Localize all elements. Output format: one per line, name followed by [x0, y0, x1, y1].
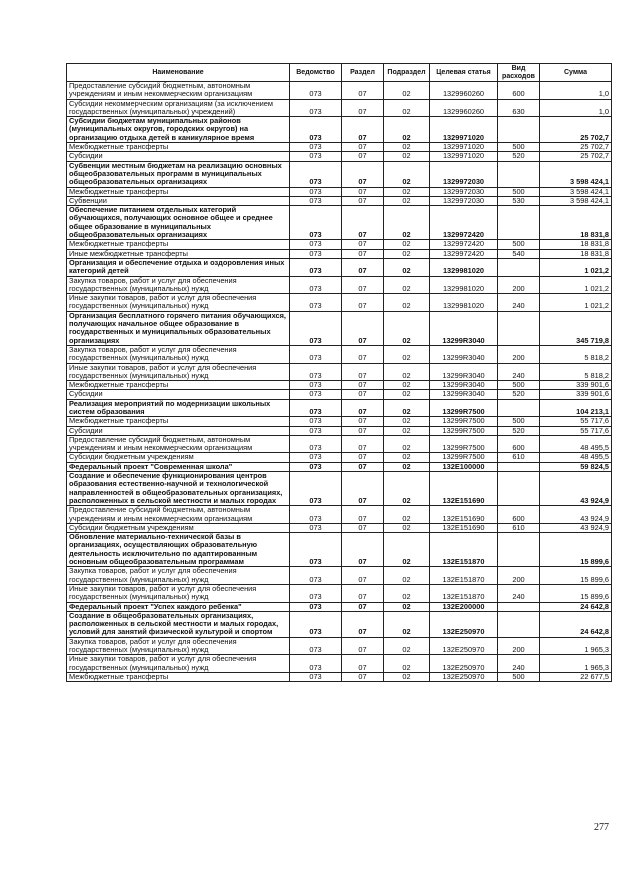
- cell-section: 07: [342, 655, 384, 673]
- cell-name: Субсидии бюджетным учреждениям: [67, 453, 290, 462]
- cell-section: 07: [342, 311, 384, 345]
- cell-section: 07: [342, 99, 384, 117]
- cell-target-article: 1329972420: [430, 240, 498, 249]
- cell-department: 073: [290, 435, 342, 453]
- cell-name: Субсидии: [67, 390, 290, 399]
- cell-amount: 59 824,5: [540, 462, 612, 471]
- cell-section: 07: [342, 602, 384, 611]
- cell-name: Иные закупки товаров, работ и услуг для обеспечения государственных (муниципальных) нужд: [67, 294, 290, 312]
- cell-department: 073: [290, 462, 342, 471]
- table-row: [67, 453, 612, 462]
- cell-expense-type: 200: [498, 567, 540, 585]
- cell-department: 073: [290, 249, 342, 258]
- cell-target-article: 132E100000: [430, 462, 498, 471]
- cell-amount: 1 965,3: [540, 637, 612, 655]
- cell-subsection: 02: [384, 390, 430, 399]
- cell-target-article: 1329971020: [430, 117, 498, 143]
- cell-section: 07: [342, 117, 384, 143]
- table-row: [67, 399, 612, 417]
- cell-amount: 18 831,8: [540, 240, 612, 249]
- cell-amount: 22 677,5: [540, 672, 612, 681]
- table-row: [67, 152, 612, 161]
- cell-target-article: 13299R3040: [430, 363, 498, 381]
- cell-amount: 1 021,2: [540, 276, 612, 294]
- cell-amount: 345 719,8: [540, 311, 612, 345]
- cell-subsection: 02: [384, 453, 430, 462]
- cell-department: 073: [290, 417, 342, 426]
- cell-name: Субсидии бюджетным учреждениям: [67, 523, 290, 532]
- cell-target-article: 132E151870: [430, 533, 498, 567]
- cell-name: Предоставление субсидий бюджетным, автономным учреждениям и иным некоммерческим организациям: [67, 506, 290, 524]
- cell-subsection: 02: [384, 567, 430, 585]
- cell-section: 07: [342, 240, 384, 249]
- cell-target-article: 1329981020: [430, 276, 498, 294]
- cell-name: Субсидии: [67, 426, 290, 435]
- cell-amount: 24 642,8: [540, 611, 612, 637]
- cell-subsection: 02: [384, 258, 430, 276]
- cell-department: 073: [290, 161, 342, 187]
- cell-target-article: 132E151870: [430, 584, 498, 602]
- cell-subsection: 02: [384, 345, 430, 363]
- cell-department: 073: [290, 196, 342, 205]
- table-row: [67, 567, 612, 585]
- cell-department: 073: [290, 637, 342, 655]
- table-row: [67, 240, 612, 249]
- cell-subsection: 02: [384, 523, 430, 532]
- cell-subsection: 02: [384, 196, 430, 205]
- cell-subsection: 02: [384, 399, 430, 417]
- cell-name: Иные закупки товаров, работ и услуг для обеспечения государственных (муниципальных) нужд: [67, 584, 290, 602]
- cell-expense-type: [498, 117, 540, 143]
- cell-name: Межбюджетные трансферты: [67, 672, 290, 681]
- header-expense-type: Вид расходов: [498, 64, 540, 82]
- cell-subsection: 02: [384, 602, 430, 611]
- cell-expense-type: [498, 472, 540, 506]
- cell-expense-type: [498, 611, 540, 637]
- cell-department: 073: [290, 584, 342, 602]
- cell-section: 07: [342, 206, 384, 240]
- cell-department: 073: [290, 472, 342, 506]
- cell-subsection: 02: [384, 381, 430, 390]
- cell-section: 07: [342, 417, 384, 426]
- cell-section: 07: [342, 399, 384, 417]
- cell-subsection: 02: [384, 435, 430, 453]
- cell-department: 073: [290, 240, 342, 249]
- table-row: [67, 363, 612, 381]
- cell-amount: 1 021,2: [540, 294, 612, 312]
- cell-section: 07: [342, 381, 384, 390]
- cell-amount: 25 702,7: [540, 143, 612, 152]
- cell-department: 073: [290, 276, 342, 294]
- cell-department: 073: [290, 152, 342, 161]
- cell-section: 07: [342, 294, 384, 312]
- cell-name: Закупка товаров, работ и услуг для обеспечения государственных (муниципальных) нужд: [67, 567, 290, 585]
- cell-department: 073: [290, 672, 342, 681]
- header-subsection: Подраздел: [384, 64, 430, 82]
- cell-amount: 55 717,6: [540, 426, 612, 435]
- cell-target-article: 132E151690: [430, 506, 498, 524]
- table-row: [67, 602, 612, 611]
- cell-subsection: 02: [384, 363, 430, 381]
- cell-expense-type: 540: [498, 249, 540, 258]
- cell-amount: 55 717,6: [540, 417, 612, 426]
- cell-subsection: 02: [384, 152, 430, 161]
- cell-expense-type: [498, 161, 540, 187]
- cell-section: 07: [342, 249, 384, 258]
- cell-name: Предоставление субсидий бюджетным, автономным учреждениям и иным некоммерческим организациям: [67, 82, 290, 100]
- cell-amount: 1 965,3: [540, 655, 612, 673]
- cell-department: 073: [290, 258, 342, 276]
- cell-department: 073: [290, 611, 342, 637]
- cell-name: Субсидии бюджетам муниципальных районов (муниципальных округов, городских округов) на организацию отдыха детей в каникулярное время: [67, 117, 290, 143]
- cell-department: 073: [290, 206, 342, 240]
- cell-expense-type: 600: [498, 506, 540, 524]
- cell-amount: 104 213,1: [540, 399, 612, 417]
- cell-subsection: 02: [384, 311, 430, 345]
- cell-subsection: 02: [384, 249, 430, 258]
- cell-amount: 43 924,9: [540, 506, 612, 524]
- cell-target-article: 1329981020: [430, 258, 498, 276]
- cell-subsection: 02: [384, 206, 430, 240]
- cell-department: 073: [290, 655, 342, 673]
- cell-subsection: 02: [384, 240, 430, 249]
- cell-amount: 15 899,6: [540, 567, 612, 585]
- cell-target-article: 1329960260: [430, 99, 498, 117]
- cell-section: 07: [342, 426, 384, 435]
- cell-department: 073: [290, 99, 342, 117]
- cell-amount: 25 702,7: [540, 117, 612, 143]
- cell-name: Федеральный проект "Успех каждого ребенка": [67, 602, 290, 611]
- cell-name: Межбюджетные трансферты: [67, 381, 290, 390]
- cell-name: Межбюджетные трансферты: [67, 187, 290, 196]
- cell-section: 07: [342, 82, 384, 100]
- cell-amount: 48 495,5: [540, 453, 612, 462]
- cell-target-article: 1329972030: [430, 187, 498, 196]
- cell-subsection: 02: [384, 117, 430, 143]
- cell-target-article: 13299R7500: [430, 399, 498, 417]
- cell-amount: 1 021,2: [540, 258, 612, 276]
- cell-expense-type: 600: [498, 82, 540, 100]
- table-row: [67, 584, 612, 602]
- table-row: [67, 117, 612, 143]
- cell-subsection: 02: [384, 82, 430, 100]
- cell-name: Межбюджетные трансферты: [67, 417, 290, 426]
- table-row: [67, 82, 612, 100]
- cell-expense-type: [498, 602, 540, 611]
- cell-target-article: 13299R7500: [430, 435, 498, 453]
- cell-section: 07: [342, 187, 384, 196]
- cell-target-article: 13299R3040: [430, 381, 498, 390]
- cell-expense-type: 240: [498, 294, 540, 312]
- cell-department: 073: [290, 117, 342, 143]
- table-row: [67, 276, 612, 294]
- cell-subsection: 02: [384, 584, 430, 602]
- cell-department: 073: [290, 187, 342, 196]
- cell-expense-type: 500: [498, 187, 540, 196]
- cell-target-article: 1329971020: [430, 152, 498, 161]
- cell-subsection: 02: [384, 472, 430, 506]
- cell-expense-type: 500: [498, 417, 540, 426]
- cell-subsection: 02: [384, 533, 430, 567]
- cell-target-article: 132E151870: [430, 567, 498, 585]
- cell-department: 073: [290, 506, 342, 524]
- cell-department: 073: [290, 523, 342, 532]
- cell-amount: 15 899,6: [540, 533, 612, 567]
- cell-expense-type: [498, 399, 540, 417]
- cell-target-article: 132E250970: [430, 637, 498, 655]
- cell-department: 073: [290, 345, 342, 363]
- cell-expense-type: 520: [498, 426, 540, 435]
- cell-name: Иные закупки товаров, работ и услуг для обеспечения государственных (муниципальных) нужд: [67, 363, 290, 381]
- header-amount: Сумма: [540, 64, 612, 82]
- cell-name: Иные закупки товаров, работ и услуг для обеспечения государственных (муниципальных) нужд: [67, 655, 290, 673]
- cell-expense-type: 630: [498, 99, 540, 117]
- table-row: [67, 345, 612, 363]
- table-row: [67, 417, 612, 426]
- cell-subsection: 02: [384, 672, 430, 681]
- cell-section: 07: [342, 258, 384, 276]
- cell-expense-type: 500: [498, 381, 540, 390]
- cell-section: 07: [342, 523, 384, 532]
- table-row: [67, 426, 612, 435]
- cell-department: 073: [290, 567, 342, 585]
- table-row: [67, 655, 612, 673]
- cell-target-article: 1329972420: [430, 249, 498, 258]
- table-row: [67, 435, 612, 453]
- cell-section: 07: [342, 584, 384, 602]
- cell-name: Закупка товаров, работ и услуг для обеспечения государственных (муниципальных) нужд: [67, 276, 290, 294]
- cell-subsection: 02: [384, 426, 430, 435]
- header-section: Раздел: [342, 64, 384, 82]
- cell-section: 07: [342, 533, 384, 567]
- cell-subsection: 02: [384, 462, 430, 471]
- cell-department: 073: [290, 82, 342, 100]
- header-name: Наименование: [67, 64, 290, 82]
- cell-section: 07: [342, 462, 384, 471]
- cell-name: Организация и обеспечение отдыха и оздоровления иных категорий детей: [67, 258, 290, 276]
- cell-amount: 25 702,7: [540, 152, 612, 161]
- cell-department: 073: [290, 453, 342, 462]
- cell-amount: 339 901,6: [540, 390, 612, 399]
- table-row: [67, 472, 612, 506]
- table-body: [67, 82, 612, 682]
- cell-target-article: 1329971020: [430, 143, 498, 152]
- cell-expense-type: [498, 462, 540, 471]
- table-row: [67, 390, 612, 399]
- cell-expense-type: [498, 258, 540, 276]
- cell-name: Субвенции местным бюджетам на реализацию основных общеобразовательных программ в муниципальных общеобразовательных организациях: [67, 161, 290, 187]
- cell-expense-type: 500: [498, 240, 540, 249]
- table-row: [67, 143, 612, 152]
- cell-expense-type: [498, 311, 540, 345]
- cell-subsection: 02: [384, 99, 430, 117]
- cell-department: 073: [290, 533, 342, 567]
- cell-section: 07: [342, 161, 384, 187]
- cell-section: 07: [342, 276, 384, 294]
- table-row: [67, 161, 612, 187]
- cell-subsection: 02: [384, 143, 430, 152]
- cell-section: 07: [342, 472, 384, 506]
- cell-subsection: 02: [384, 187, 430, 196]
- cell-target-article: 13299R3040: [430, 311, 498, 345]
- cell-expense-type: 240: [498, 655, 540, 673]
- cell-name: Межбюджетные трансферты: [67, 143, 290, 152]
- cell-name: Федеральный проект "Современная школа": [67, 462, 290, 471]
- cell-amount: 15 899,6: [540, 584, 612, 602]
- cell-target-article: 132E250970: [430, 655, 498, 673]
- cell-expense-type: [498, 206, 540, 240]
- cell-section: 07: [342, 143, 384, 152]
- cell-name: Субсидии некоммерческим организациям (за исключением государственных (муниципальных) учреждений): [67, 99, 290, 117]
- cell-name: Субсидии: [67, 152, 290, 161]
- table-row: [67, 533, 612, 567]
- table-row: [67, 637, 612, 655]
- cell-subsection: 02: [384, 655, 430, 673]
- cell-expense-type: [498, 533, 540, 567]
- cell-amount: 43 924,9: [540, 523, 612, 532]
- cell-department: 073: [290, 294, 342, 312]
- cell-expense-type: 200: [498, 345, 540, 363]
- cell-target-article: 132E151690: [430, 472, 498, 506]
- cell-amount: 339 901,6: [540, 381, 612, 390]
- table-row: [67, 506, 612, 524]
- cell-name: Закупка товаров, работ и услуг для обеспечения государственных (муниципальных) нужд: [67, 637, 290, 655]
- cell-subsection: 02: [384, 294, 430, 312]
- table-row: [67, 258, 612, 276]
- cell-amount: 48 495,5: [540, 435, 612, 453]
- cell-amount: 18 831,8: [540, 206, 612, 240]
- cell-name: Межбюджетные трансферты: [67, 240, 290, 249]
- cell-amount: 1,0: [540, 99, 612, 117]
- cell-expense-type: 610: [498, 523, 540, 532]
- cell-subsection: 02: [384, 506, 430, 524]
- table-row: [67, 381, 612, 390]
- cell-name: Реализация мероприятий по модернизации школьных систем образования: [67, 399, 290, 417]
- cell-target-article: 13299R7500: [430, 417, 498, 426]
- cell-section: 07: [342, 435, 384, 453]
- cell-department: 073: [290, 399, 342, 417]
- cell-section: 07: [342, 196, 384, 205]
- cell-subsection: 02: [384, 417, 430, 426]
- cell-section: 07: [342, 390, 384, 399]
- table-row: [67, 311, 612, 345]
- cell-amount: 43 924,9: [540, 472, 612, 506]
- cell-section: 07: [342, 567, 384, 585]
- cell-target-article: 1329981020: [430, 294, 498, 312]
- cell-department: 073: [290, 381, 342, 390]
- cell-name: Иные межбюджетные трансферты: [67, 249, 290, 258]
- cell-name: Организация бесплатного горячего питания обучающихся, получающих начальное общее образование в государственных и муниципальных образовательных организациях: [67, 311, 290, 345]
- cell-name: Субвенции: [67, 196, 290, 205]
- cell-expense-type: 200: [498, 637, 540, 655]
- table-header-row: [67, 64, 612, 82]
- cell-department: 073: [290, 602, 342, 611]
- cell-department: 073: [290, 143, 342, 152]
- cell-expense-type: 500: [498, 143, 540, 152]
- cell-expense-type: 530: [498, 196, 540, 205]
- cell-department: 073: [290, 311, 342, 345]
- cell-target-article: 132E200000: [430, 602, 498, 611]
- cell-section: 07: [342, 345, 384, 363]
- cell-department: 073: [290, 426, 342, 435]
- cell-name: Закупка товаров, работ и услуг для обеспечения государственных (муниципальных) нужд: [67, 345, 290, 363]
- cell-amount: 24 642,8: [540, 602, 612, 611]
- table-row: [67, 206, 612, 240]
- cell-target-article: 13299R7500: [430, 426, 498, 435]
- table-row: [67, 611, 612, 637]
- cell-expense-type: 520: [498, 152, 540, 161]
- cell-subsection: 02: [384, 611, 430, 637]
- cell-amount: 3 598 424,1: [540, 187, 612, 196]
- cell-amount: 5 818,2: [540, 345, 612, 363]
- cell-section: 07: [342, 363, 384, 381]
- cell-department: 073: [290, 363, 342, 381]
- cell-target-article: 1329972030: [430, 161, 498, 187]
- cell-subsection: 02: [384, 161, 430, 187]
- budget-table: [66, 63, 612, 682]
- cell-expense-type: 600: [498, 435, 540, 453]
- cell-section: 07: [342, 506, 384, 524]
- cell-target-article: 1329972420: [430, 206, 498, 240]
- cell-section: 07: [342, 152, 384, 161]
- cell-subsection: 02: [384, 637, 430, 655]
- cell-target-article: 132E151690: [430, 523, 498, 532]
- table-row: [67, 672, 612, 681]
- cell-section: 07: [342, 672, 384, 681]
- cell-target-article: 1329972030: [430, 196, 498, 205]
- cell-section: 07: [342, 611, 384, 637]
- cell-expense-type: 240: [498, 363, 540, 381]
- header-department: Ведомство: [290, 64, 342, 82]
- table-row: [67, 99, 612, 117]
- cell-target-article: 13299R7500: [430, 453, 498, 462]
- cell-amount: 3 598 424,1: [540, 196, 612, 205]
- cell-name: Обеспечение питанием отдельных категорий обучающихся, получающих основное общее и среднее общее образование в муниципальных общеобразовательных организациях: [67, 206, 290, 240]
- cell-target-article: 13299R3040: [430, 345, 498, 363]
- cell-name: Создание в общеобразовательных организациях, расположенных в сельской местности и малых городах, условий для занятий физической культурой и спортом: [67, 611, 290, 637]
- cell-expense-type: 610: [498, 453, 540, 462]
- budget-table-sheet: [66, 63, 611, 682]
- cell-name: Обновление материально-технической базы в организациях, осуществляющих образовательную деятельность исключительно по адаптированным основным общеобразовательным программам: [67, 533, 290, 567]
- cell-section: 07: [342, 453, 384, 462]
- cell-target-article: 132E250970: [430, 672, 498, 681]
- table-row: [67, 294, 612, 312]
- cell-amount: 3 598 424,1: [540, 161, 612, 187]
- cell-target-article: 132E250970: [430, 611, 498, 637]
- cell-name: Создание и обеспечение функционирования центров образования естественно-научной и технологической направленностей в общеобразовательных организациях, расположенных в сельской местности и малых городах: [67, 472, 290, 506]
- cell-subsection: 02: [384, 276, 430, 294]
- cell-expense-type: 520: [498, 390, 540, 399]
- header-target-article: Целевая статья: [430, 64, 498, 82]
- cell-expense-type: 240: [498, 584, 540, 602]
- table-row: [67, 187, 612, 196]
- cell-expense-type: 500: [498, 672, 540, 681]
- cell-amount: 1,0: [540, 82, 612, 100]
- cell-amount: 5 818,2: [540, 363, 612, 381]
- cell-target-article: 13299R3040: [430, 390, 498, 399]
- page-number: 277: [594, 822, 609, 833]
- cell-name: Предоставление субсидий бюджетным, автономным учреждениям и иным некоммерческим организациям: [67, 435, 290, 453]
- cell-section: 07: [342, 637, 384, 655]
- cell-department: 073: [290, 390, 342, 399]
- cell-amount: 18 831,8: [540, 249, 612, 258]
- cell-target-article: 1329960260: [430, 82, 498, 100]
- cell-expense-type: 200: [498, 276, 540, 294]
